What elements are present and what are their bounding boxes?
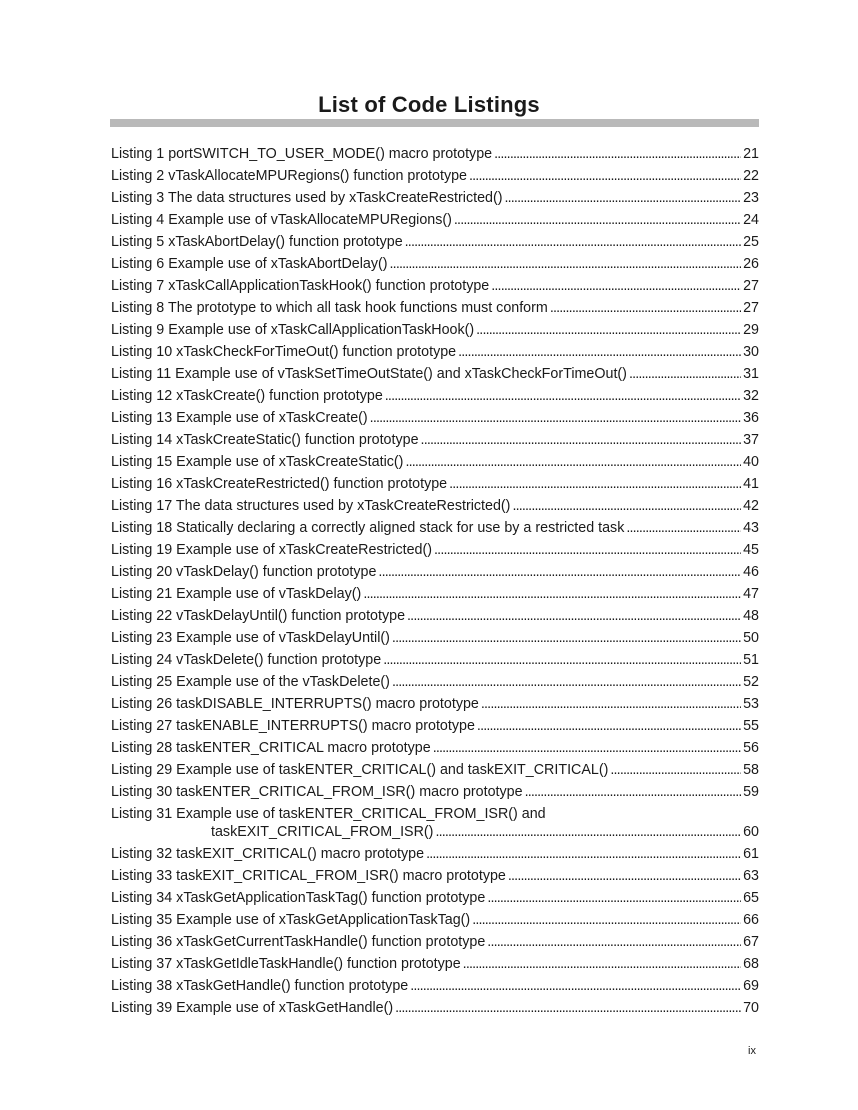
- listing-label: Listing 3 The data structures used by xTaskCreateRestricted(): [111, 190, 503, 206]
- listing-label: Listing 29 Example use of taskENTER_CRITICAL() and taskEXIT_CRITICAL(): [111, 762, 609, 778]
- listings-list: [111, 143, 759, 1019]
- listing-entry[interactable]: [111, 253, 759, 275]
- dot-leader: [383, 649, 741, 671]
- listing-label: Listing 33 taskEXIT_CRITICAL_FROM_ISR() macro prototype: [111, 868, 506, 884]
- listing-page-number: 46: [743, 564, 759, 580]
- dot-leader: [550, 297, 741, 319]
- dot-leader: [434, 539, 741, 561]
- listing-label: Listing 38 xTaskGetHandle() function prototype: [111, 978, 409, 994]
- listing-label: Listing 6 Example use of xTaskAbortDelay(): [111, 256, 388, 272]
- listing-page-number: 42: [743, 498, 759, 514]
- listing-page-number: 68: [743, 956, 759, 972]
- listing-page-number: 70: [743, 1000, 759, 1016]
- listing-entry[interactable]: [111, 583, 759, 605]
- listing-page-number: 65: [743, 890, 759, 906]
- listing-label: Listing 26 taskDISABLE_INTERRUPTS() macro prototype: [111, 696, 479, 712]
- listing-page-number: 66: [743, 912, 759, 928]
- listing-page-number: 58: [743, 762, 759, 778]
- listing-entry[interactable]: [111, 671, 759, 693]
- listing-page-number: 29: [743, 322, 759, 338]
- listing-page-number: 24: [743, 212, 759, 228]
- listing-entry[interactable]: [111, 865, 759, 887]
- listing-label: Listing 2 vTaskAllocateMPURegions() function prototype: [111, 168, 468, 184]
- listing-page-number: 43: [743, 520, 759, 536]
- listing-label: Listing 4 Example use of vTaskAllocateMPURegions(): [111, 212, 452, 228]
- dot-leader: [476, 319, 741, 341]
- page-folio: ix: [748, 1045, 756, 1057]
- listing-page-number: 47: [743, 586, 759, 602]
- listing-label: Listing 30 taskENTER_CRITICAL_FROM_ISR() macro prototype: [111, 784, 523, 800]
- listing-label: Listing 21 Example use of vTaskDelay(): [111, 586, 362, 602]
- dot-leader: [449, 473, 741, 495]
- dot-leader: [378, 561, 741, 583]
- listing-label: Listing 17 The data structures used by xTaskCreateRestricted(): [111, 498, 511, 514]
- listing-label: Listing 10 xTaskCheckForTimeOut() function prototype: [111, 344, 457, 360]
- listing-label-continuation: taskEXIT_CRITICAL_FROM_ISR(): [211, 824, 434, 840]
- dot-leader: [395, 997, 741, 1019]
- listing-page-number: 31: [743, 366, 759, 382]
- listing-page-number: 27: [743, 278, 759, 294]
- listing-page-number: 36: [743, 410, 759, 426]
- listing-page-number: 59: [743, 784, 759, 800]
- dot-leader: [405, 231, 741, 253]
- listing-label: Listing 15 Example use of xTaskCreateStatic(): [111, 454, 404, 470]
- listing-page-number: 50: [743, 630, 759, 646]
- dot-leader: [392, 627, 741, 649]
- listing-page-number: 30: [743, 344, 759, 360]
- listing-entry[interactable]: [111, 693, 759, 715]
- dot-leader: [463, 953, 741, 975]
- listing-entry[interactable]: [111, 803, 759, 843]
- dot-leader: [458, 341, 741, 363]
- listing-entry[interactable]: [111, 187, 759, 209]
- dot-leader: [494, 143, 741, 165]
- dot-leader: [407, 605, 741, 627]
- listing-page-number: 27: [743, 300, 759, 316]
- listing-page-number: 45: [743, 542, 759, 558]
- listing-label: Listing 36 xTaskGetCurrentTaskHandle() function prototype: [111, 934, 486, 950]
- dot-leader: [491, 275, 741, 297]
- dot-leader: [477, 715, 741, 737]
- listing-label: Listing 1 portSWITCH_TO_USER_MODE() macro prototype: [111, 146, 493, 162]
- listing-entry[interactable]: [111, 909, 759, 931]
- listing-entry[interactable]: [111, 843, 759, 865]
- title-rule: [110, 119, 759, 127]
- dot-leader: [508, 865, 741, 887]
- listing-label: Listing 7 xTaskCallApplicationTaskHook() function prototype: [111, 278, 490, 294]
- dot-leader: [426, 843, 741, 865]
- dot-leader: [405, 451, 741, 473]
- dot-leader: [487, 887, 741, 909]
- listing-entry[interactable]: [111, 231, 759, 253]
- listing-entry[interactable]: [111, 715, 759, 737]
- listing-entry[interactable]: [111, 997, 759, 1019]
- listing-entry[interactable]: [111, 297, 759, 319]
- listing-label: Listing 19 Example use of xTaskCreateRestricted(): [111, 542, 433, 558]
- listing-entry[interactable]: [111, 649, 759, 671]
- listing-entry[interactable]: [111, 887, 759, 909]
- listing-entry[interactable]: [111, 737, 759, 759]
- dot-leader: [626, 517, 741, 539]
- listing-page-number: 48: [743, 608, 759, 624]
- listing-entry[interactable]: [111, 143, 759, 165]
- listing-page-number: 25: [743, 234, 759, 250]
- listing-label: Listing 32 taskEXIT_CRITICAL() macro prototype: [111, 846, 425, 862]
- dot-leader: [433, 737, 741, 759]
- dot-leader: [392, 671, 741, 693]
- listing-entry[interactable]: [111, 605, 759, 627]
- dot-leader: [421, 429, 742, 451]
- listing-label: Listing 31 Example use of taskENTER_CRITICAL_FROM_ISR() and: [111, 806, 546, 822]
- listing-page-number: 61: [743, 846, 759, 862]
- listing-page-number: 69: [743, 978, 759, 994]
- listing-entry[interactable]: [111, 429, 759, 451]
- listing-label: Listing 22 vTaskDelayUntil() function prototype: [111, 608, 406, 624]
- listing-entry[interactable]: [111, 451, 759, 473]
- listing-page-number: 41: [743, 476, 759, 492]
- listing-page-number: 60: [743, 824, 759, 840]
- listing-entry[interactable]: [111, 759, 759, 781]
- listing-entry[interactable]: [111, 781, 759, 803]
- listing-entry[interactable]: [111, 495, 759, 517]
- listing-entry[interactable]: [111, 517, 759, 539]
- listing-label: Listing 11 Example use of vTaskSetTimeOutState() and xTaskCheckForTimeOut(): [111, 366, 627, 382]
- dot-leader: [481, 693, 741, 715]
- dot-leader: [610, 759, 741, 781]
- listing-entry[interactable]: [111, 209, 759, 231]
- listing-entry[interactable]: [111, 561, 759, 583]
- listing-label: Listing 5 xTaskAbortDelay() function prototype: [111, 234, 403, 250]
- listing-page-number: 67: [743, 934, 759, 950]
- listing-page-number: 22: [743, 168, 759, 184]
- listing-page-number: 21: [743, 146, 759, 162]
- listing-label: Listing 39 Example use of xTaskGetHandle(): [111, 1000, 394, 1016]
- listing-page-number: 26: [743, 256, 759, 272]
- dot-leader: [390, 253, 742, 275]
- listing-label: Listing 34 xTaskGetApplicationTaskTag() function prototype: [111, 890, 486, 906]
- dot-leader: [454, 209, 741, 231]
- listing-page-number: 51: [743, 652, 759, 668]
- listing-page-number: 53: [743, 696, 759, 712]
- dot-leader: [505, 187, 742, 209]
- listing-label: Listing 27 taskENABLE_INTERRUPTS() macro prototype: [111, 718, 475, 734]
- dot-leader: [385, 385, 741, 407]
- listing-entry[interactable]: [111, 931, 759, 953]
- listing-page-number: 52: [743, 674, 759, 690]
- dot-leader: [410, 975, 741, 997]
- listing-entry[interactable]: [111, 539, 759, 561]
- listing-entry[interactable]: [111, 473, 759, 495]
- listing-entry[interactable]: [111, 953, 759, 975]
- listing-page-number: 32: [743, 388, 759, 404]
- listing-entry[interactable]: [111, 319, 759, 341]
- listing-page-number: 23: [743, 190, 759, 206]
- listing-label: Listing 24 vTaskDelete() function prototype: [111, 652, 382, 668]
- listing-label: Listing 13 Example use of xTaskCreate(): [111, 410, 368, 426]
- dot-leader: [487, 931, 741, 953]
- dot-leader: [363, 583, 741, 605]
- listing-entry[interactable]: [111, 975, 759, 997]
- listing-label: Listing 35 Example use of xTaskGetApplicationTaskTag(): [111, 912, 471, 928]
- listing-entry[interactable]: [111, 407, 759, 429]
- listing-label: Listing 14 xTaskCreateStatic() function prototype: [111, 432, 419, 448]
- listing-label: Listing 9 Example use of xTaskCallApplicationTaskHook(): [111, 322, 475, 338]
- listing-page-number: 63: [743, 868, 759, 884]
- listing-label: Listing 20 vTaskDelay() function prototype: [111, 564, 377, 580]
- listing-entry[interactable]: [111, 165, 759, 187]
- listing-entry[interactable]: [111, 275, 759, 297]
- dot-leader: [469, 165, 741, 187]
- dot-leader: [435, 823, 741, 841]
- dot-leader: [472, 909, 741, 931]
- listing-entry[interactable]: [111, 363, 759, 385]
- listing-label: Listing 23 Example use of vTaskDelayUntil(): [111, 630, 390, 646]
- listing-label: Listing 16 xTaskCreateRestricted() function prototype: [111, 476, 448, 492]
- page-title: List of Code Listings: [318, 92, 540, 117]
- listing-entry[interactable]: [111, 627, 759, 649]
- dot-leader: [629, 363, 741, 385]
- listing-label: Listing 28 taskENTER_CRITICAL macro prototype: [111, 740, 431, 756]
- listing-entry[interactable]: [111, 341, 759, 363]
- dot-leader: [512, 495, 741, 517]
- dot-leader: [370, 407, 741, 429]
- listing-label: Listing 8 The prototype to which all task hook functions must conform: [111, 300, 548, 316]
- listing-label: Listing 12 xTaskCreate() function prototype: [111, 388, 383, 404]
- listing-page-number: 55: [743, 718, 759, 734]
- dot-leader: [525, 781, 742, 803]
- listing-page-number: 40: [743, 454, 759, 470]
- listing-label: Listing 37 xTaskGetIdleTaskHandle() function prototype: [111, 956, 461, 972]
- listing-label: Listing 18 Statically declaring a correctly aligned stack for use by a restricted task: [111, 520, 625, 536]
- listing-page-number: 37: [743, 432, 759, 448]
- listing-page-number: 56: [743, 740, 759, 756]
- listing-entry[interactable]: [111, 385, 759, 407]
- listing-label: Listing 25 Example use of the vTaskDelete(): [111, 674, 390, 690]
